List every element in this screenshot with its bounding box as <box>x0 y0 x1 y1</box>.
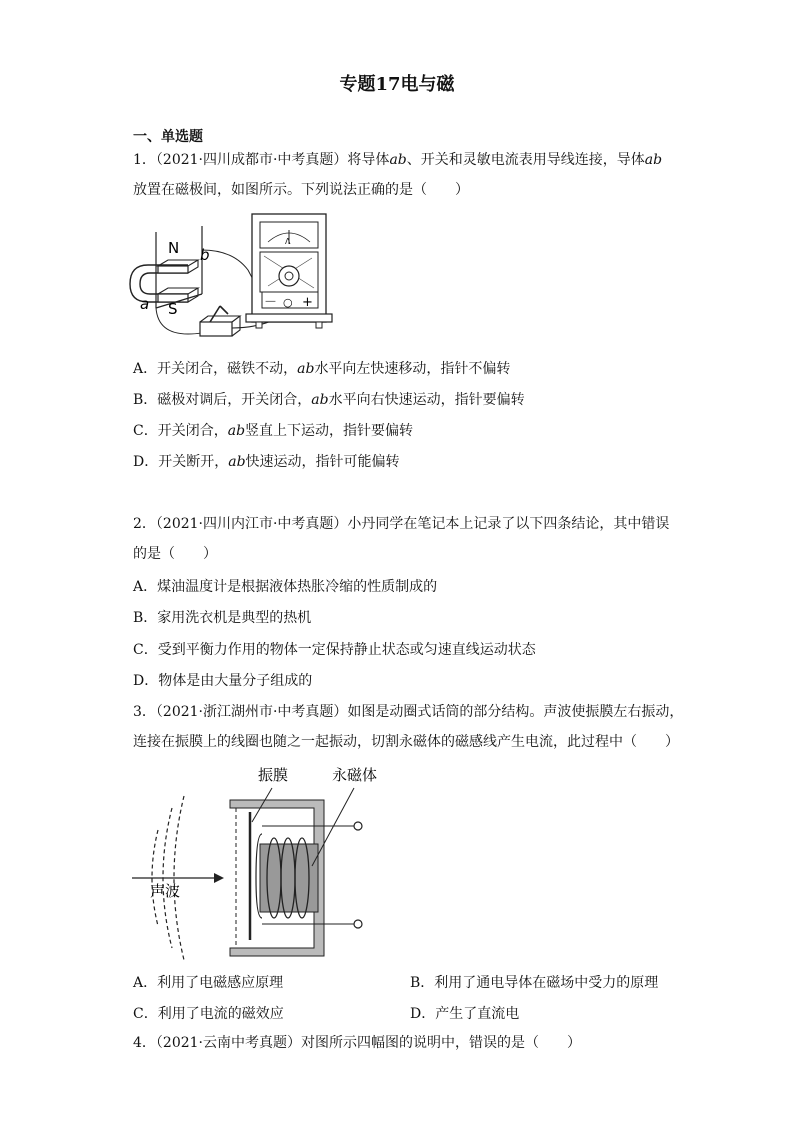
q1-option-d-pre: D．开关断开， <box>133 454 229 470</box>
q1-option-c-ab: ab <box>227 423 246 439</box>
q2-line2: 的是（ ） <box>133 546 217 562</box>
q1-label-s: S <box>168 300 178 318</box>
q2-option-d: D．物体是由大量分子组成的 <box>133 673 313 689</box>
q1-label-o: ○ <box>283 296 293 309</box>
q1-ab-2: ab <box>644 152 663 168</box>
q1-line1 <box>133 150 662 170</box>
q1-option-a-pre: A．开关闭合，磁铁不动， <box>133 361 298 377</box>
page-title: 专题17电与磁 <box>339 74 455 95</box>
q1-line2: 放置在磁极间，如图所示。下列说法正确的是（ ） <box>133 182 469 198</box>
q2-line1: 2．（2021·四川内江市·中考真题）小丹同学在笔记本上记录了以下四条结论，其中错误 <box>133 516 670 532</box>
q1-option-d-ab: ab <box>228 454 246 470</box>
q3-option-a: A．利用了电磁感应原理 <box>133 975 284 991</box>
q3-line1: 3．（2021·浙江湖州市·中考真题）如图是动圈式话筒的部分结构。声波使振膜左右振动， <box>133 704 684 720</box>
q2-option-c: C．受到平衡力作用的物体一定保持静止状态或匀速直线运动状态 <box>133 642 536 658</box>
q2-option-b: B．家用洗衣机是典型的热机 <box>133 610 312 626</box>
q1-circuit-figure <box>128 210 338 342</box>
q1-option-b <box>133 389 525 409</box>
q1-option-c <box>133 420 413 440</box>
q3-label-magnet: 永磁体 <box>332 766 378 784</box>
q4-line1: 4．（2021·云南中考真题）对图所示四幅图的说明中，错误的是（ ） <box>133 1035 581 1051</box>
q3-option-d: D．产生了直流电 <box>410 1006 520 1022</box>
q1-option-a-post: 水平向左快速移动，指针不偏转 <box>314 361 511 377</box>
q1-option-c-post: 竖直上下运动，指针要偏转 <box>245 423 414 439</box>
q1-label-n: N <box>168 239 180 257</box>
q3-option-b: B．利用了通电导体在磁场中受力的原理 <box>410 975 659 991</box>
q1-option-b-ab: ab <box>311 392 329 408</box>
q3-label-diaphragm: 振膜 <box>258 766 289 784</box>
q3-label-wave: 声波 <box>150 882 181 900</box>
q1-label-plus: + <box>302 295 313 310</box>
q1-option-b-post: 水平向右快速运动，指针要偏转 <box>328 392 525 408</box>
q1-option-a-ab: ab <box>297 361 315 377</box>
q1-option-a <box>133 358 510 378</box>
q3-microphone-figure <box>128 760 378 960</box>
q1-label-minus: － <box>264 295 278 310</box>
q1-line1-a: 1．（2021·四川成都市·中考真题）将导体 <box>133 152 390 168</box>
q1-option-d-post: 快速运动，指针可能偏转 <box>245 454 400 470</box>
svg-text:Λ: Λ <box>285 237 291 246</box>
q1-option-d <box>133 451 400 471</box>
q1-option-c-pre: C．开关闭合， <box>133 423 228 439</box>
q3-option-c: C．利用了电流的磁效应 <box>133 1006 284 1022</box>
q1-option-b-pre: B．磁极对调后，开关闭合， <box>133 392 312 408</box>
q1-label-b: b <box>200 246 210 264</box>
q1-line1-b: 、开关和灵敏电流表用导线连接，导体 <box>406 152 645 168</box>
q1-ab-1: ab <box>389 152 407 168</box>
q2-option-a: A．煤油温度计是根据液体热胀冷缩的性质制成的 <box>133 579 438 595</box>
q3-line2: 连接在振膜上的线圈也随之一起振动，切割永磁体的磁感线产生电流，此过程中（ ） <box>133 734 679 750</box>
q1-label-a: a <box>140 295 150 313</box>
section-heading: 一、单选题 <box>133 129 203 145</box>
